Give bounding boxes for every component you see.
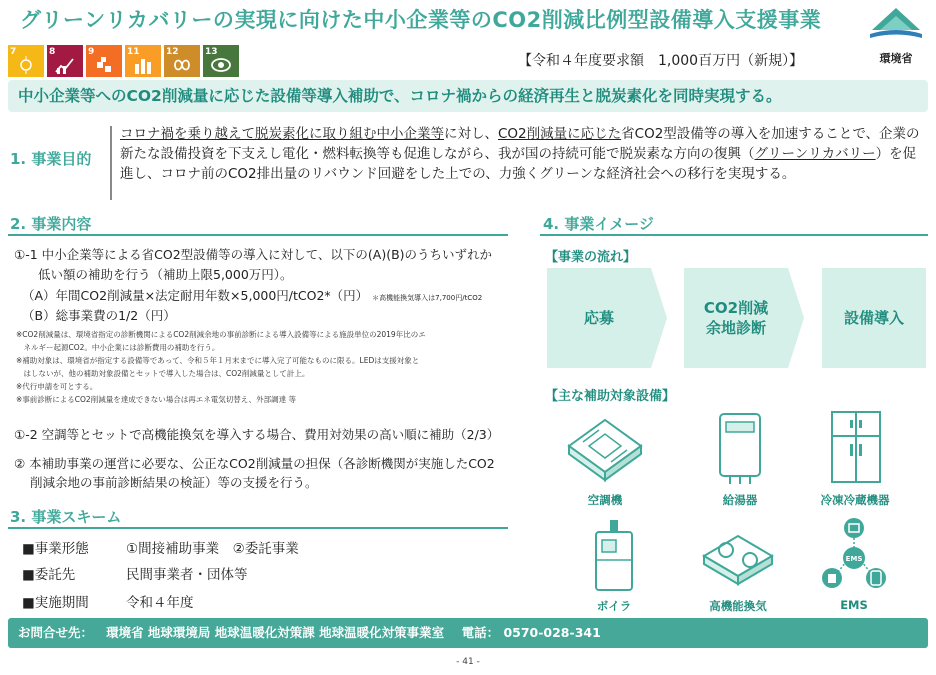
item3-line1: ② 本補助事業の運営に必要な、公正なCO2削減量の担保（各診断機関が実施したCO2	[14, 456, 495, 471]
equipment-label-fridge: 冷凍冷蔵機器	[820, 493, 890, 507]
ventilation-icon	[698, 520, 778, 590]
scheme-value: 民間事業者・団体等	[126, 567, 248, 583]
budget-amount: 【令和４年度要求額 1,000百万円（新規）】	[518, 53, 804, 69]
phone-label: 電話：	[461, 625, 500, 640]
section2-rule	[8, 234, 508, 236]
section4-heading: 4. 事業イメージ	[543, 215, 654, 233]
section4-rule	[540, 234, 928, 236]
sdg-goal-12-icon	[164, 45, 200, 77]
sdg-goal-7-icon	[8, 45, 44, 77]
summary-banner: 中小企業等へのCO2削減量に応じた設備等導入補助で、コロナ禍からの経済再生と脱炭素化を同時実現する。	[8, 80, 928, 112]
equipment-label-boiler: ボイラ	[596, 599, 632, 613]
section2-heading: 2. 事業内容	[10, 215, 92, 233]
scheme-row-type	[22, 537, 299, 557]
item-a	[22, 287, 482, 307]
flow-title: 【事業の流れ】	[545, 250, 637, 265]
water-heater-icon	[712, 410, 768, 486]
scheme-label: ■委託先	[22, 567, 76, 583]
sdg-goal-number: 7	[10, 47, 17, 57]
scheme-value: 令和４年度	[126, 595, 194, 611]
air-conditioner-icon	[565, 408, 645, 486]
purpose-underline-1: コロナ禍を乗り越えて脱炭素化に取り組む中小企業等	[120, 126, 444, 142]
sdg-goal-13-icon	[203, 45, 239, 77]
purpose-text-4: 省CO2型設備等の導入を加速すること	[621, 126, 853, 142]
ministry-logo-text: 環境省	[879, 52, 913, 65]
sdg-goal-glyph-icon	[211, 56, 231, 74]
page-title: グリーンリカバリーの実現に向けた中小企業等のCO2削減比例型設備導入支援事業	[20, 8, 822, 32]
scheme-label: ■実施期間	[22, 595, 89, 611]
sdg-goal-number: 13	[205, 47, 218, 57]
section3-heading: 3. 事業スキーム	[10, 508, 122, 526]
sdg-goal-number: 12	[166, 47, 179, 57]
item2: ①-2 空調等とセットで高機能換気を導入する場合、費用対効果の高い順に補助（2/3）	[14, 427, 500, 442]
flow-step-install: 設備導入	[822, 268, 926, 368]
equipment-label-ventilation: 高機能換気	[709, 599, 767, 613]
sdg-goal-9-icon	[86, 45, 122, 77]
purpose-underline-6: グリーンリカバリー	[754, 146, 876, 162]
flow-arrow	[788, 268, 804, 368]
flow-arrow	[651, 268, 667, 368]
item-a-note: ＊高機能換気導入は7,700円/tCO2	[372, 294, 483, 302]
sdg-goal-glyph-icon	[172, 56, 192, 74]
sdg-goal-8-icon	[47, 45, 83, 77]
note-line: ※代行申請を可とする。	[16, 382, 98, 391]
note-line: ※補助対象は、環境省が指定する設備等であって、令和５年１月末までに導入完了可能なものに限る。LEDは支援対象と	[16, 356, 420, 365]
note-line: ※CO2削減量は、環境省指定の診断機関によるCO2削減余地の事前診断による導入設備等による施設単位の2019年比のエ	[16, 330, 426, 339]
scheme-row-period	[22, 591, 194, 611]
ems-icon	[818, 516, 890, 592]
scheme-row-contractor	[22, 563, 248, 583]
item1-line2: 低い額の補助を行う（補助上限5,000万円）。	[38, 267, 293, 282]
item3-line2: 削減余地の事前診断結果の検証）等の支援を行う。	[30, 475, 318, 490]
scheme-label: ■事業形態	[22, 541, 89, 557]
sdg-goal-glyph-icon	[16, 56, 36, 74]
sdg-goal-11-icon	[125, 45, 161, 77]
purpose-text-5: で、企業の新たな設備投資を下支えし電化・燃料転換等も促進しながら、我が国の持続可能で脱炭素な方向の復興（	[120, 126, 920, 162]
sdg-goal-number: 9	[88, 47, 95, 57]
note-line: はしないが、他の補助対象設備とセットで導入した場合は、CO2削減量として計上。	[16, 369, 310, 378]
ministry-logo-icon	[866, 4, 926, 44]
equipment-label-ac: 空調機	[587, 493, 623, 507]
scheme-value: ①間接補助事業 ②委託事業	[126, 541, 299, 557]
contact-footer	[8, 618, 928, 648]
flow-step-diagnosis: CO2削減 余地診断	[684, 268, 788, 368]
item-a-text: （A）年間CO2削減量×法定耐用年数×5,000円/tCO2*（円）	[22, 288, 369, 303]
equipment-title: 【主な補助対象設備】	[545, 389, 676, 404]
section3-rule	[8, 527, 508, 529]
boiler-icon	[590, 518, 638, 594]
sdg-goal-number: 8	[49, 47, 56, 57]
ministry-logo	[866, 4, 926, 66]
section1-heading: 1. 事業目的	[10, 150, 92, 168]
notes-block	[16, 328, 512, 406]
item-b: （B）総事業費の1/2（円）	[22, 308, 176, 323]
equipment-label-water-heater: 給湯器	[722, 493, 758, 507]
sdg-goal-number: 11	[127, 47, 140, 57]
section1-divider	[110, 126, 112, 200]
purpose-text-2: に対し、	[444, 126, 498, 142]
ems-badge-text: EMS	[845, 555, 863, 563]
contact-office: 環境省 地球環境局 地球温暖化対策課 地球温暖化対策事業室	[106, 625, 445, 640]
item1-line1: ①-1 中小企業等による省CO2型設備等の導入に対して、以下の(A)(B)のうちいずれか	[14, 247, 493, 262]
contact-label: お問合せ先：	[18, 625, 94, 640]
flow-step-apply: 応募	[547, 268, 651, 368]
page-number: - 41 -	[456, 657, 480, 667]
sdg-goal-glyph-icon	[94, 56, 114, 74]
note-line: ※事前診断によるCO2削減量を達成できない場合は再エネ電気切替え、外部調達 等	[16, 395, 297, 404]
sdg-goal-glyph-icon	[133, 56, 153, 74]
sdg-icons	[8, 45, 239, 77]
note-line: ネルギー起源CO2。中小企業には診断費用の補助を行う。	[16, 343, 220, 352]
purpose-underline-3: CO2削減量に応じた	[498, 126, 622, 142]
purpose-text-7: ）を促進し、コロナ前のCO2排出量のリバウンド回避をした上での、力強くグリーンな経済社会への移行を実現する。	[120, 146, 917, 182]
section1-body	[120, 124, 926, 184]
sdg-goal-glyph-icon	[55, 56, 75, 74]
phone-number: 0570-028-341	[503, 625, 601, 640]
refrigerator-icon	[826, 408, 886, 488]
equipment-label-ems: EMS	[840, 598, 868, 612]
